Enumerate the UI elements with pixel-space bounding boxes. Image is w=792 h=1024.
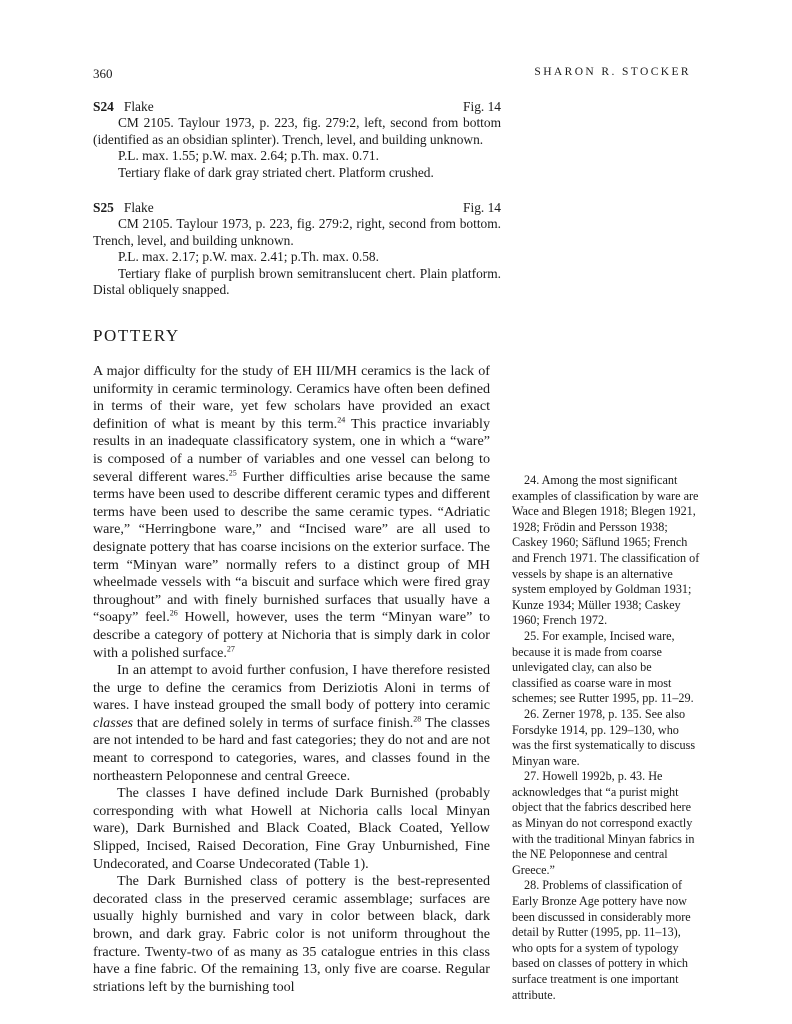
footnotes — [512, 473, 700, 1003]
entry-line: P.L. max. 1.55; p.W. max. 2.64; p.Th. max. 0.71. — [118, 148, 379, 164]
paragraph: The Dark Burnished class of pottery is the best-represented decorated class in the preserved ceramic assemblage; surfaces are usually highly burnished and vary in color between black, dark brown, and dark gray. Fabric color is not uniform throughout the fracture. Twenty-two of as many as 35 catalogue entries in this class have a fine fabric. Of the remaining 13, only five are coarse. Regular striations left by the burnishing tool — [93, 873, 490, 995]
entry-id: S25 — [93, 200, 114, 215]
footnote-ref: 26 — [169, 608, 178, 618]
entry-name: Flake — [123, 200, 154, 215]
footnote-26: 26. Zerner 1978, p. 135. See also Forsdyke 1914, pp. 129–130, who was the first systematically to discuss Minyan ware. — [512, 706, 696, 768]
main-text — [93, 363, 490, 996]
entry-name: Flake — [123, 99, 154, 114]
entry-line: P.L. max. 2.17; p.W. max. 2.41; p.Th. max. 0.58. — [118, 249, 379, 265]
running-head: SHARON R. STOCKER — [534, 66, 691, 78]
catalogue-entry-s25 — [93, 200, 501, 298]
entry-heading — [93, 99, 501, 115]
entry-line: CM 2105. Taylour 1973, p. 223, fig. 279:2, left, second from bottom (identified as an obsidian splinter). Trench, level, and building unknown. — [93, 115, 501, 147]
figure-reference: Fig. 14 — [463, 200, 501, 215]
footnote-ref: 27 — [226, 643, 235, 653]
entry-heading — [93, 200, 501, 216]
footnote-ref: 25 — [228, 467, 237, 477]
footnote-25: 25. For example, Incised ware, because it is made from coarse unlevigated clay, can also be classified as coarse ware in most schemes; see Rutter 1995, pp. 11–29. — [512, 628, 694, 706]
entry-line: CM 2105. Taylour 1973, p. 223, fig. 279:2, right, second from bottom. Trench, level, and building unknown. — [93, 216, 501, 248]
catalogue-entry-s24 — [93, 99, 501, 181]
entry-line: Tertiary flake of purplish brown semitranslucent chert. Plain platform. Distal obliquely snapped. — [93, 265, 501, 298]
paragraph: The classes I have defined include Dark Burnished (probably corresponding with what Howell at Nichoria calls local Minyan ware), Dark Burnished and Black Coated, Black Coated, Yellow Slipped, Incised, Raised Decoration, Fine Gray Unburnished, Fine Undecorated, and Coarse Undecorated (Table 1). — [93, 785, 490, 872]
page-number: 360 — [93, 66, 113, 81]
footnote-ref: 24 — [337, 415, 346, 425]
footnote-24: 24. Among the most significant examples of classification by ware are Wace and Blegen 1918; Blegen 1921, 1928; Frödin and Persson 1938; Caskey 1960; Säflund 1965; French and French 1971. The classification of vessels by shape is an alternative system employed by Goldman 1931; Kunze 1934; Müller 1938; Caskey 1960; French 1972. — [512, 473, 700, 628]
entry-line: Tertiary flake of dark gray striated chert. Platform crushed. — [118, 164, 434, 180]
footnote-27: 27. Howell 1992b, p. 43. He acknowledges that “a purist might object that the fabrics described here as Minyan do not correspond exactly with the traditional Minyan fabrics in the NE Peloponnese and central Greece.” — [512, 769, 695, 877]
entry-id: S24 — [93, 99, 114, 114]
paragraph: In an attempt to avoid further confusion, I have therefore resisted the urge to define the ceramics from Deriziotis Aloni in terms of wares. I have instead grouped the small body of pottery into ceramic classes that are defined solely in terms of surface finish.$^{28}$ The classes are not intended to be hard and fast categories; they do not and are not meant to correspond to categories, wares, and classes found in the northeastern Peloponnese and central Greece. — [93, 662, 490, 784]
footnote-ref: 28 — [413, 714, 422, 724]
page-header — [93, 66, 691, 84]
footnote-28: 28. Problems of classification of Early Bronze Age pottery have now been discussed in considerably more detail by Rutter (1995, pp. 11–13), who opts for a system of typology based on classes of pottery in which surface treatment is one important attribute. — [512, 878, 691, 1002]
section-title: POTTERY — [93, 326, 180, 345]
figure-reference: Fig. 14 — [463, 99, 501, 114]
paragraph: A major difficulty for the study of EH III/MH ceramics is the lack of uniformity in ceramic terminology. Ceramics have often been defined in terms of their ware, yet few scholars have provided an exact definition of what is meant by this term.$^{24}$ This practice invariably results in an inadequate classificatory system, one in which a “ware” is composed of a number of variables and one vessel can belong to several different wares.$^{25}$ Further difficulties arise because the same terms have been used to describe different ceramic types and different terms have been used to describe the same ceramic types. “Adriatic ware,” “Herringbone ware,” and “Incised ware” are all used to designate pottery that has coarse incisions on the exterior surface. The term “Minyan ware” normally refers to a distinct group of MH wheelmade vessels with “a biscuit and surface which were fired gray throughout” and with finely burnished surfaces that usually have a “soapy” feel.$^{26}$ Howell, however, uses the term “Minyan ware” to describe a category of pottery at Nichoria that is simply dark in color with a polished surface.$^{27}$ — [93, 363, 491, 661]
